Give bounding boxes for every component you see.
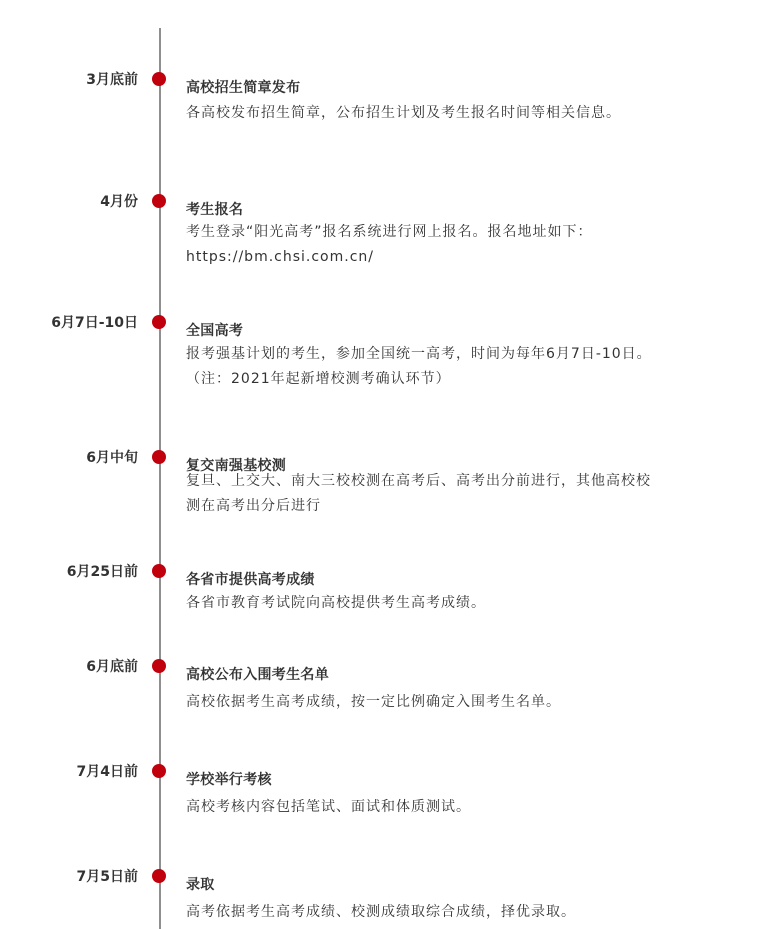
event-description <box>186 591 664 616</box>
event-description-line: 考生登录“阳光高考”报名系统进行网上报名。报名地址如下：https://bm.chsi.com.cn/ <box>186 224 593 265</box>
event-date: 6月中旬 <box>86 450 138 466</box>
timeline-dot-icon <box>152 315 166 329</box>
event-description <box>186 342 664 392</box>
event-title: 学校举行考核 <box>186 772 272 788</box>
event-title: 高校招生简章发布 <box>186 80 301 96</box>
event-description-line: （注：2021年起新增校测考确认环节） <box>186 371 451 387</box>
event-date: 7月5日前 <box>76 869 138 885</box>
event-title: 考生报名 <box>186 202 244 218</box>
event-title: 复交南强基校测 <box>186 458 287 474</box>
event-description <box>186 220 664 270</box>
event-description-line: 高考依据考生高考成绩、校测成绩取综合成绩，择优录取。 <box>186 904 576 920</box>
timeline-dot-icon <box>152 659 166 673</box>
timeline-dot-icon <box>152 194 166 208</box>
event-date: 7月4日前 <box>76 764 138 780</box>
event-date: 6月25日前 <box>66 564 138 580</box>
event-title: 高校公布入围考生名单 <box>186 667 329 683</box>
event-description <box>186 101 664 126</box>
event-date: 3月底前 <box>86 72 138 88</box>
event-date: 4月份 <box>100 194 138 210</box>
event-title: 各省市提供高考成绩 <box>186 572 315 588</box>
event-date: 6月7日-10日 <box>51 315 138 331</box>
event-description-line: 高校依据考生高考成绩，按一定比例确定入围考生名单。 <box>186 694 561 710</box>
event-description-line: 各高校发布招生简章，公布招生计划及考生报名时间等相关信息。 <box>186 105 621 121</box>
timeline-dot-icon <box>152 764 166 778</box>
event-description <box>186 900 664 925</box>
timeline-dot-icon <box>152 450 166 464</box>
event-description <box>186 795 664 820</box>
timeline-dot-icon <box>152 869 166 883</box>
event-description-line: 报考强基计划的考生，参加全国统一高考，时间为每年6月7日-10日。 <box>186 346 652 362</box>
event-description-line: 高校考核内容包括笔试、面试和体质测试。 <box>186 799 471 815</box>
event-description-line: 复旦、上交大、南大三校校测在高考后、高考出分前进行，其他高校校测在高考出分后进行 <box>186 473 651 514</box>
timeline-dot-icon <box>152 564 166 578</box>
timeline-line <box>159 28 161 929</box>
event-title: 录取 <box>186 877 215 893</box>
event-description <box>186 469 664 519</box>
timeline-dot-icon <box>152 72 166 86</box>
event-description <box>186 690 664 715</box>
event-description-line: 各省市教育考试院向高校提供考生高考成绩。 <box>186 595 486 611</box>
event-date: 6月底前 <box>86 659 138 675</box>
event-title: 全国高考 <box>186 323 244 339</box>
